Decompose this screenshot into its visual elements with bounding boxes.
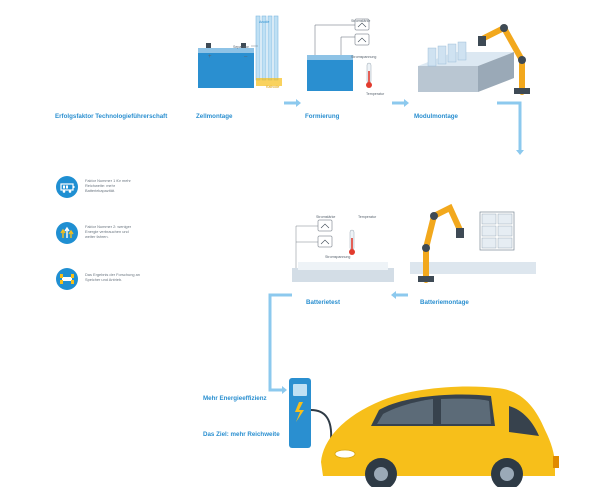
- step-text-formierung: [305, 122, 387, 172]
- cathode-label: Kathode: [266, 85, 280, 89]
- step-text-modulmontage: [414, 122, 496, 167]
- step-title-formierung: Formierung: [305, 113, 340, 120]
- formation-temperature-label: Temperatur: [366, 92, 385, 96]
- module-assembly-illustration: [414, 14, 539, 96]
- efficiency-title: Mehr Energieeffizienz: [203, 395, 267, 402]
- feature-text-2: Faktor Nummer 2: weniger Energie verbrauchen und weiter fahren.: [85, 224, 132, 240]
- goal-title: Das Ziel: mehr Reichweite: [203, 431, 280, 438]
- formation-voltage-label: Stromspannung: [351, 55, 377, 59]
- formation-current-label: Stromstärke: [351, 19, 371, 23]
- step-title-zellmontage: Zellmontage: [196, 113, 233, 120]
- battery-assembly-illustration: [406, 200, 538, 285]
- feature-text-1: Faktor Nummer 1 für mehr Reichweite: mehr Batteriekapazität.: [85, 178, 131, 194]
- step-text-batterietest: [306, 309, 386, 357]
- step-title-batteriemontage: Batteriemontage: [420, 299, 469, 306]
- separator-label: Separator: [233, 45, 249, 49]
- step-text-zellmontage: [196, 122, 274, 182]
- feature-text-3: Das Ergebnis der Forschung an Speicher und Antrieb.: [85, 272, 140, 283]
- test-current-label: Stromstärke: [316, 215, 336, 219]
- anode-label: Anode: [259, 20, 270, 24]
- cell-assembly-illustration: [196, 12, 286, 92]
- step-text-batteriemontage: [420, 309, 502, 349]
- step-title-batterietest: Batterietest: [306, 299, 341, 306]
- step-title-modulmontage: Modulmontage: [414, 113, 458, 120]
- plus-label: +: [208, 54, 212, 60]
- goal-text: [203, 441, 285, 459]
- electric-car-charging-illustration: [283, 370, 603, 487]
- efficiency-text: [203, 405, 283, 423]
- battery-test-illustration: [288, 212, 398, 287]
- minus-label: –: [244, 54, 248, 60]
- intro-title: Erfolgsfaktor Technologieführerschaft: [55, 113, 168, 120]
- test-voltage-label: Stromspannung: [325, 255, 351, 259]
- test-temperature-label: Temperatur: [358, 215, 377, 219]
